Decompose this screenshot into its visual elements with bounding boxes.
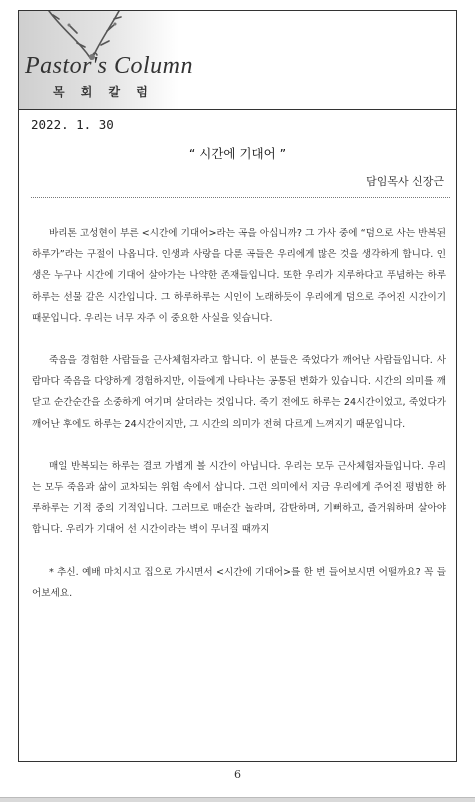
column-frame bbox=[18, 10, 457, 762]
article-body bbox=[32, 223, 446, 625]
postscript: * 추신. 예배 마치시고 집으로 가시면서 <시간에 기대어>를 한 번 들어보시면 어떨까요? 꼭 들어보세요. bbox=[32, 566, 446, 599]
article-author: 담임목사 신장근 bbox=[366, 175, 444, 188]
bottom-rule bbox=[0, 797, 475, 802]
column-header bbox=[19, 11, 456, 110]
column-title: Pastor's Column bbox=[25, 53, 193, 79]
paragraph: 죽음을 경험한 사람들을 근사체험자라고 합니다. 이 분들은 죽었다가 깨어난 사람들입니다. 사람마다 죽음을 다양하게 경험하지만, 이들에게 나타나는 공통된 변화가 있습니다. 시간의 의미를 깨닫고 순간순간을 소중하게 여기며 살더라는 것입니다. 죽기 전에도 하루는 24시간이었고, 죽었다가 깨어난 후에도 하루는 24시간이지만, 그 시간의 의미가 전혀 다르게 느껴지기 때문입니다. bbox=[32, 355, 446, 430]
paragraph: 바리톤 고성현이 부른 <시간에 기대어>라는 곡을 아십니까? 그 가사 중에 “덤으로 사는 반복된 하루가”라는 구절이 나옵니다. 인생과 사랑을 다룬 곡들은 우리에게 많은 것을 생각하게 합니다. 인생은 누구나 시간에 기대어 살아가는 나약한 존재들입니다. 또한 우리가 지루하다고 푸념하는 하루하루는 선물 같은 시간입니다. 그 하루하루는 시인이 노래하듯이 우리에게 덤으로 주어진 시간이기 때문입니다. 우리는 너무 자주 이 중요한 사실을 잊습니다. bbox=[32, 228, 446, 324]
dotted-divider bbox=[31, 197, 450, 198]
article-title: “ 시간에 기대어 ” bbox=[188, 146, 287, 161]
page-number: 6 bbox=[234, 768, 241, 781]
issue-date: 2022. 1. 30 bbox=[31, 117, 114, 132]
paragraph: 매일 반복되는 하루는 결코 가볍게 볼 시간이 아닙니다. 우리는 모두 근사체험자들입니다. 우리는 모두 죽음과 삶이 교차되는 위험 속에서 삽니다. 그런 의미에서 지금 우리에게 주어진 평범한 하루하루는 기적 중의 기적입니다. 그러므로 매순간 놀라며, 감탄하며, 기뻐하고, 즐거워하며 살아야 합니다. 우리가 기대어 선 시간이라는 벽이 무너질 때까지 bbox=[32, 460, 446, 536]
column-subtitle: 목 회 칼 럼 bbox=[53, 85, 154, 99]
